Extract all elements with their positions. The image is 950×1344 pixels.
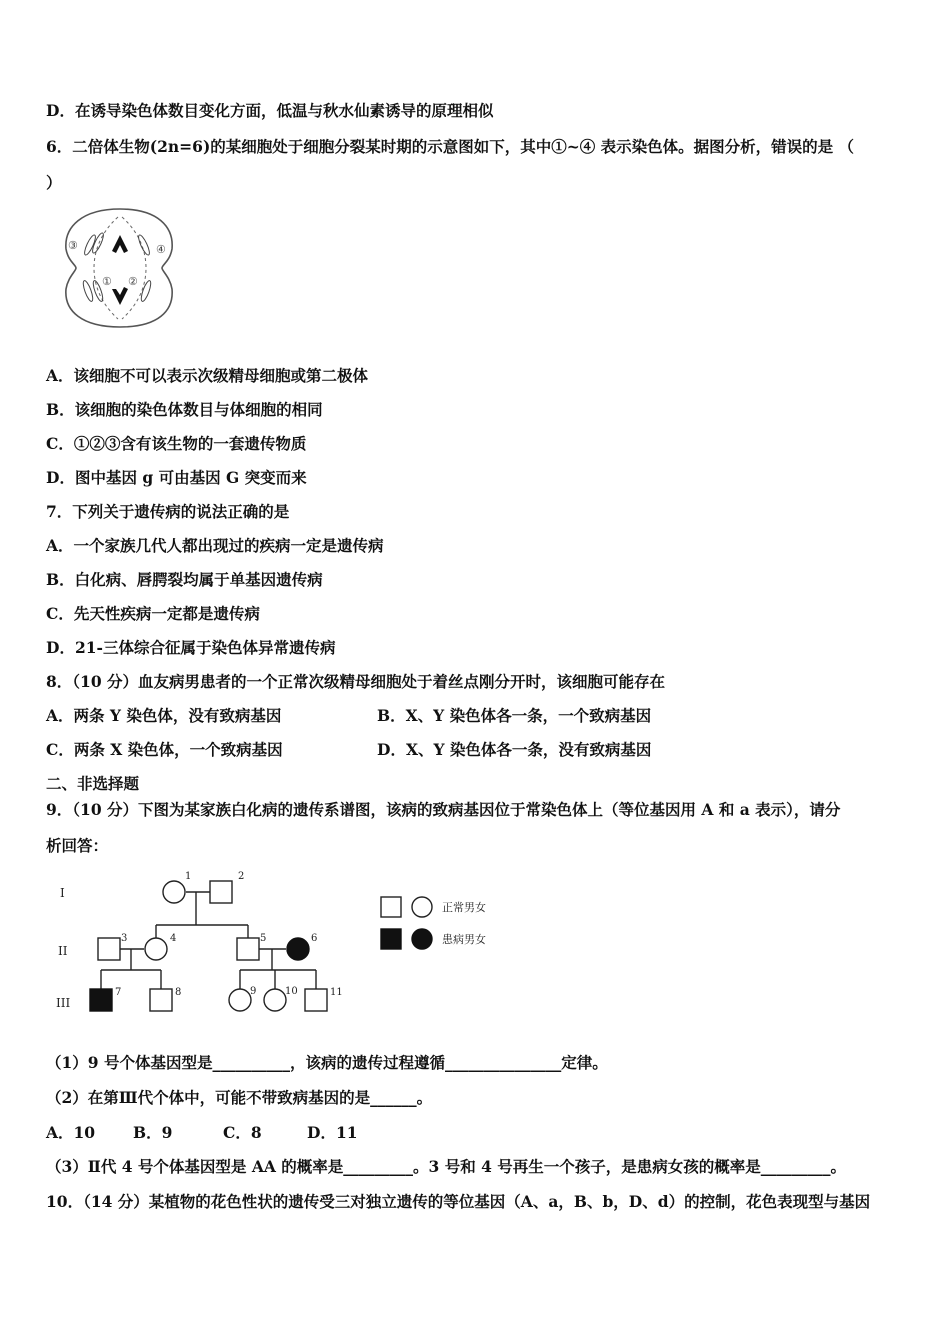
person-label-1: 1 [185,871,192,882]
q9-part2: （2）在第Ⅲ代个体中，可能不带致病基因的是______。 [46,1088,433,1107]
q7-option-d: D．21-三体综合征属于染色体异常遗传病 [46,638,336,657]
q9-option-c: C．8 [223,1123,262,1142]
q7-stem: 7．下列关于遗传病的说法正确的是 [46,502,290,521]
generation-III: III [56,996,71,1010]
q6-stem-line2: ） [46,173,62,192]
q9-stem-line1: 9．（10 分）下图为某家族白化病的遗传系谱图，该病的致病基因位于常染色体上（等位基因用 A 和 a 表示），请分 [46,800,841,819]
person-label-9: 9 [250,986,257,997]
legend-affected: 患病男女 [442,933,486,946]
person-label-3: 3 [121,933,128,944]
person-label-6: 6 [311,933,318,944]
legend-normal: 正常男女 [442,901,486,914]
chromosome-label-1: ① [102,275,112,288]
q8-option-d: D．X、Y 染色体各一条，没有致病基因 [377,740,652,759]
q6-option-a: A．该细胞不可以表示次级精母细胞或第二极体 [46,366,369,385]
q7-option-b: B．白化病、唇腭裂均属于单基因遗传病 [46,570,323,589]
q9-part1: （1）9 号个体基因型是__________，该病的遗传过程遵循_______________定律。 [46,1053,608,1072]
generation-I: I [60,886,65,900]
section-heading: 二、非选择题 [46,774,140,793]
generation-II: II [58,944,68,958]
q9-option-a: A．10 [46,1123,96,1142]
chromosome-label-2: ② [128,275,138,288]
q6-option-c: C．①②③含有该生物的一套遗传物质 [46,434,307,453]
q7-option-a: A．一个家族几代人都出现过的疾病一定是遗传病 [46,536,384,555]
q8-option-c: C．两条 X 染色体，一个致病基因 [46,740,283,759]
person-label-8: 8 [175,987,182,998]
q8-stem: 8．（10 分）血友病男患者的一个正常次级精母细胞处于着丝点刚分开时，该细胞可能存在 [46,672,666,691]
q5-option-d: D．在诱导染色体数目变化方面，低温与秋水仙素诱导的原理相似 [46,101,494,120]
q6-cell-figure [58,205,180,331]
person-label-10: 10 [285,986,298,997]
person-label-2: 2 [238,871,245,882]
q6-stem-line1: 6．二倍体生物(2n=6)的某细胞处于细胞分裂某时期的示意图如下，其中①~④ 表示染色体。据图分析，错误的是 （ [46,137,855,156]
q9-option-b: B．9 [133,1123,173,1142]
chromosome-label-4: ④ [156,243,166,256]
q9-option-d: D．11 [307,1123,358,1142]
person-label-7: 7 [115,987,122,998]
q10-stem: 10．（14 分）某植物的花色性状的遗传受三对独立遗传的等位基因（A、a，B、b，D、d）的控制，花色表现型与基因 [46,1192,871,1211]
person-label-11: 11 [330,987,343,998]
chromosome-label-3: ③ [68,239,78,252]
q8-option-b: B．X、Y 染色体各一条，一个致病基因 [377,706,652,725]
q9-pedigree-chart [46,865,516,1025]
person-label-5: 5 [260,933,267,944]
q8-option-a: A．两条 Y 染色体，没有致病基因 [46,706,282,725]
q9-stem-line2: 析回答： [46,836,109,855]
q9-part3: （3）Ⅱ代 4 号个体基因型是 AA 的概率是_________。3 号和 4 号再生一个孩子，是患病女孩的概率是_________。 [46,1157,847,1176]
q6-option-b: B．该细胞的染色体数目与体细胞的相同 [46,400,323,419]
person-label-4: 4 [170,933,177,944]
q7-option-c: C．先天性疾病一定都是遗传病 [46,604,260,623]
q6-option-d: D．图中基因 g 可由基因 G 突变而来 [46,468,307,487]
